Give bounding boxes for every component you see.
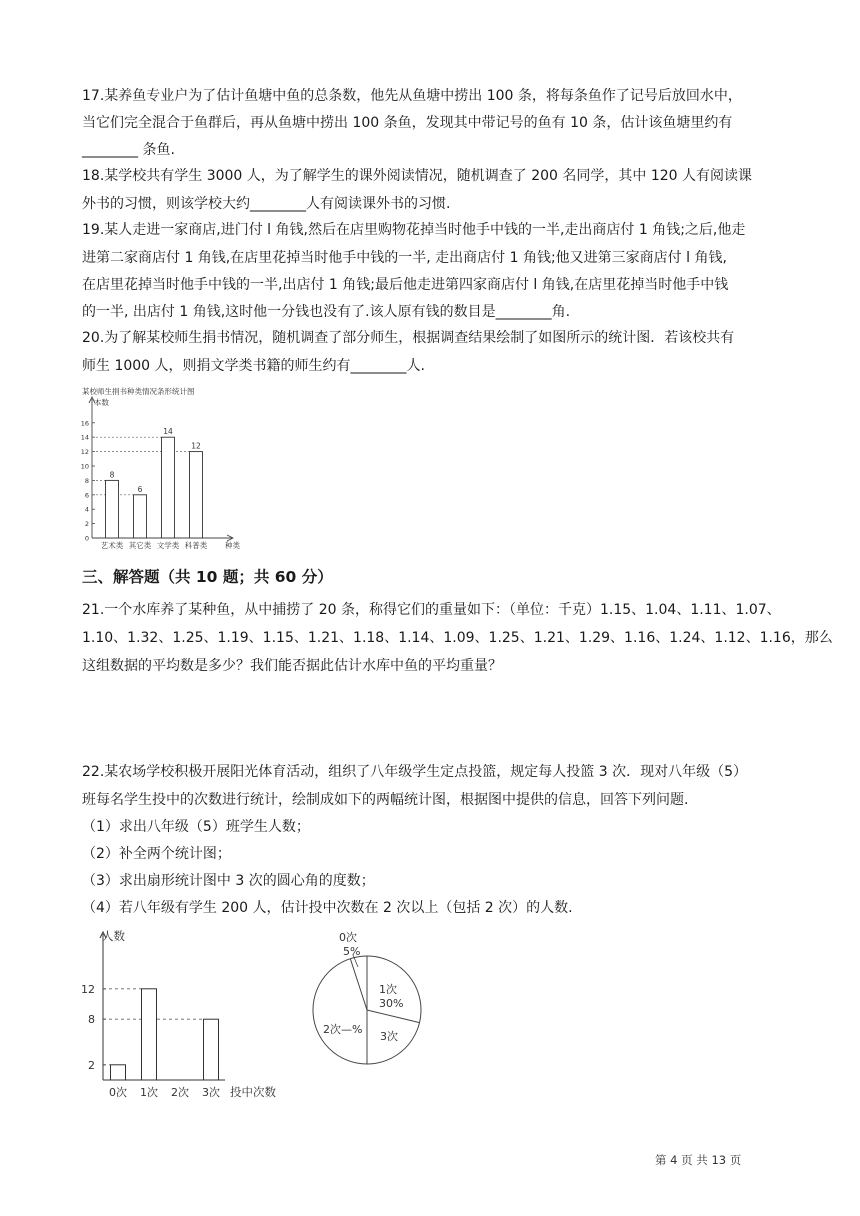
chart1-ytick-label: 4 bbox=[84, 505, 89, 514]
chart1-category-label: 文学类 bbox=[156, 541, 180, 550]
pie-label-one-pct: 30% bbox=[379, 997, 404, 1010]
chart2-bar bbox=[111, 1065, 126, 1080]
q17-line-1: 17.某养鱼专业户为了估计鱼塘中鱼的总条数，他先从鱼塘中捞出 100 条，将每条鱼作了记号后放回水中， bbox=[82, 88, 742, 104]
chart2-ytick-label: 12 bbox=[81, 982, 95, 996]
q19-line-3: 在店里花掉当时他手中钱的一半,出店付 1 角钱;最后他走进第四家商店付 l 角钱,在店里花掉当时他手中钱 bbox=[82, 277, 729, 293]
book-donation-bar-chart bbox=[80, 384, 255, 552]
q21-line-3: 这组数据的平均数是多少？我们能否据此估计水库中鱼的平均重量？ bbox=[82, 658, 502, 674]
pie-label-zero: 0次 bbox=[339, 931, 357, 944]
chart2-bar bbox=[204, 1019, 219, 1080]
chart1-ytick-label: 6 bbox=[84, 491, 89, 500]
chart1-ylabel: 本数 bbox=[94, 398, 109, 407]
chart1-ytick-label: 2 bbox=[84, 520, 89, 529]
q18-line-1: 18.某学校共有学生 3000 人，为了解学生的课外阅读情况，随机调查了 200 名同学，其中 120 人有阅读课 bbox=[82, 168, 753, 184]
section-3-heading: 三、解答题（共 10 题；共 60 分） bbox=[82, 568, 333, 586]
chart1-value-label: 6 bbox=[137, 484, 143, 494]
page-footer: 第 4 页 共 13 页 bbox=[655, 1153, 742, 1167]
q22-subq-4: （4）若八年级有学生 200 人，估计投中次数在 2 次以上（包括 2 次）的人数. bbox=[82, 900, 573, 916]
chart1-value-label: 14 bbox=[163, 427, 173, 437]
chart1-value-label: 8 bbox=[109, 470, 115, 480]
chart1-ytick-label: 8 bbox=[84, 476, 89, 485]
chart2-ytick-label: 2 bbox=[88, 1058, 95, 1072]
chart2-ylabel: 人数 bbox=[102, 929, 125, 943]
q22-subq-2: （2）补全两个统计图； bbox=[82, 846, 231, 862]
chart2-xlabel: 投中次数 bbox=[230, 1085, 276, 1099]
pie-label-two: 2次—% bbox=[323, 1023, 363, 1036]
q22-subq-1: （1）求出八年级（5）班学生人数； bbox=[82, 819, 310, 835]
chart1-title: 某校师生捐书种类情况条形统计图 bbox=[82, 387, 195, 396]
shooting-pie-chart bbox=[305, 925, 435, 1070]
chart1-category-label: 科普类 bbox=[184, 541, 208, 550]
chart1-ytick-label: 12 bbox=[80, 448, 89, 457]
chart1-ytick-label: 10 bbox=[80, 462, 89, 471]
chart1-ytick-label: 16 bbox=[80, 419, 89, 428]
chart1-value-label: 12 bbox=[191, 441, 201, 451]
pie-label-one: 1次 bbox=[379, 983, 397, 996]
chart2-category-label: 1次 bbox=[140, 1086, 158, 1099]
pie-label-three: 3次 bbox=[380, 1030, 398, 1043]
q20-line-2: 师生 1000 人，则捐文学类书籍的师生约有________人. bbox=[82, 358, 425, 374]
chart1-ytick-label: 14 bbox=[80, 433, 89, 442]
chart1-xlabel: 种类 bbox=[225, 541, 240, 550]
chart2-category-label: 0次 bbox=[109, 1086, 127, 1099]
q21-line-2: 1.10、1.32、1.25、1.19、1.15、1.21、1.18、1.14、1.09、1.25、1.21、1.29、1.16、1.24、1.12、1.16，那么 bbox=[82, 630, 833, 646]
chart1-bar bbox=[134, 495, 147, 538]
chart2-ytick-label: 8 bbox=[88, 1013, 95, 1027]
q22-line-2: 班每名学生投中的次数进行统计，绘制成如下的两幅统计图，根据图中提供的信息，回答下列问题. bbox=[82, 792, 689, 808]
q19-line-1: 19.某人走进一家商店,进门付 l 角钱,然后在店里购物花掉当时他手中钱的一半,走出商店付 1 角钱;之后,他走 bbox=[82, 222, 746, 238]
q19-line-2: 进第二家商店付 1 角钱,在店里花掉当时他手中钱的一半, 走出商店付 1 角钱;他又进第三家商店付 l 角钱, bbox=[82, 250, 727, 266]
chart2-category-label: 2次 bbox=[171, 1086, 189, 1099]
pie-divider-right bbox=[367, 1010, 420, 1023]
q21-line-1: 21.一个水库养了某种鱼，从中捕捞了 20 条，称得它们的重量如下：（单位：千克）1.15、1.04、1.11、1.07、 bbox=[82, 602, 781, 618]
shooting-bar-chart bbox=[80, 922, 310, 1102]
chart1-bar bbox=[106, 480, 119, 538]
pie-label-zero-pct: 5% bbox=[343, 945, 361, 958]
pie-divider-zero bbox=[350, 959, 367, 1010]
q22-subq-3: （3）求出扇形统计图中 3 次的圆心角的度数； bbox=[82, 873, 375, 889]
chart1-category-label: 艺术类 bbox=[100, 541, 124, 550]
q17-line-2: 当它们完全混合于鱼群后，再从鱼塘中捞出 100 条鱼，发现其中带记号的鱼有 10 条，估计该鱼塘里约有 bbox=[82, 115, 733, 131]
q22-line-1: 22.某农场学校积极开展阳光体育活动，组织了八年级学生定点投篮，规定每人投篮 3 次．现对八年级（5） bbox=[82, 764, 747, 780]
chart2-bar bbox=[142, 989, 157, 1080]
chart2-category-label: 3次 bbox=[202, 1086, 220, 1099]
chart1-ytick-label: 0 bbox=[84, 534, 89, 543]
chart1-category-label: 其它类 bbox=[128, 541, 152, 550]
q18-line-2: 外书的习惯，则该学校大约________人有阅读课外书的习惯. bbox=[82, 196, 451, 212]
q19-line-4: 的一半, 出店付 1 角钱,这时他一分钱也没有了.该人原有钱的数目是________角. bbox=[82, 304, 571, 320]
q17-line-3: ________ 条鱼. bbox=[82, 142, 175, 158]
chart1-bar bbox=[190, 452, 203, 538]
q20-line-1: 20.为了解某校师生捐书情况，随机调查了部分师生，根据调查结果绘制了如图所示的统计图．若该校共有 bbox=[82, 330, 735, 346]
chart1-bar bbox=[162, 437, 175, 538]
